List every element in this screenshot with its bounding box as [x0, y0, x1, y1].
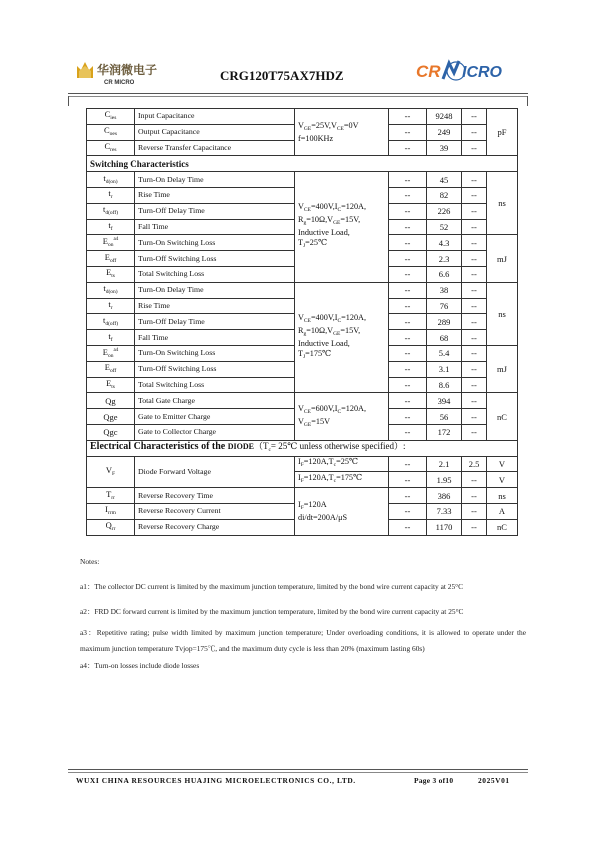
parameter-name: Turn-Off Delay Time — [135, 203, 295, 219]
test-condition: $V_{CE}=400V,I_C=120A$, $R_g=10\Omega,V_{GE}=15V$, Inductive Load, $T_J=175℃$ — [295, 282, 389, 393]
typ-value: 39 — [427, 140, 462, 156]
typ-value: 9248 — [427, 109, 462, 125]
typ-value: 8.6 — [427, 377, 462, 393]
unit-cell: V — [487, 472, 518, 488]
notes-section — [80, 556, 526, 671]
parameter-name: Diode Forward Voltage — [135, 456, 295, 488]
parameter-name: Fall Time — [135, 330, 295, 346]
typ-value: 56 — [427, 409, 462, 425]
parameter-name: Rise Time — [135, 187, 295, 203]
symbol-cell: $T_{rr}$ — [87, 488, 135, 504]
typ-value: 38 — [427, 282, 462, 298]
table-row — [87, 282, 518, 298]
footer-rule-thin — [68, 772, 528, 773]
test-condition: $I_F=120A,T_c=25℃$ — [295, 456, 389, 472]
max-value: -- — [462, 109, 487, 125]
min-value: -- — [389, 267, 427, 283]
unit-cell: ns — [487, 488, 518, 504]
test-condition: $V_{GE}=25V,V_{CE}=0V$ f=100KHz — [295, 109, 389, 156]
min-value: -- — [389, 393, 427, 409]
symbol-cell: $t_{d(off)}$ — [87, 203, 135, 219]
svg-text:CR: CR — [416, 62, 441, 81]
symbol-cell: $C_{res}$ — [87, 140, 135, 156]
parameter-name: Reverse Transfer Capacitance — [135, 140, 295, 156]
min-value: -- — [389, 377, 427, 393]
max-value: -- — [462, 187, 487, 203]
symbol-cell: $t_f$ — [87, 330, 135, 346]
typ-value: 2.1 — [427, 456, 462, 472]
min-value: -- — [389, 409, 427, 425]
section-header-row — [87, 156, 518, 172]
max-value: -- — [462, 282, 487, 298]
unit-cell: nC — [487, 393, 518, 440]
parameter-name: Rise Time — [135, 298, 295, 314]
typ-value: 394 — [427, 393, 462, 409]
parameter-name: Fall Time — [135, 219, 295, 235]
min-value: -- — [389, 172, 427, 188]
max-value: -- — [462, 251, 487, 267]
typ-value: 52 — [427, 219, 462, 235]
header-rule-thin — [68, 96, 528, 97]
max-value: -- — [462, 472, 487, 488]
parameter-name: Reverse Recovery Current — [135, 503, 295, 519]
min-value: -- — [389, 361, 427, 377]
min-value: -- — [389, 425, 427, 441]
crmicro-logo-right — [416, 58, 512, 84]
parameter-name: Turn-Off Switching Loss — [135, 361, 295, 377]
parameter-name: Reverse Recovery Charge — [135, 519, 295, 535]
max-value: -- — [462, 219, 487, 235]
typ-value: 76 — [427, 298, 462, 314]
symbol-cell: $t_{d(on)}$ — [87, 172, 135, 188]
typ-value: 6.6 — [427, 267, 462, 283]
footer-company: WUXI CHINA RESOURCES HUAJING MICROELECTRONICS CO., LTD. — [76, 776, 356, 785]
min-value: -- — [389, 109, 427, 125]
symbol-cell: $t_{d(on)}$ — [87, 282, 135, 298]
header-tick-right — [527, 96, 528, 106]
typ-value: 3.1 — [427, 361, 462, 377]
max-value: -- — [462, 314, 487, 330]
parameter-name: Reverse Recovery Time — [135, 488, 295, 504]
unit-cell: A — [487, 503, 518, 519]
max-value: -- — [462, 361, 487, 377]
min-value: -- — [389, 488, 427, 504]
parameter-name: Gate to Emitter Charge — [135, 409, 295, 425]
footer-version: 2025V01 — [478, 776, 510, 785]
parameter-name: Total Switching Loss — [135, 267, 295, 283]
symbol-cell: Qg — [87, 393, 135, 409]
unit-cell: ns — [487, 282, 518, 345]
notes-title: Notes: — [80, 557, 100, 566]
unit-cell: nC — [487, 519, 518, 535]
note-a2: a2：FRD DC forward current is limited by the maximum junction temperature, limited by the bond wire current capacity at 25°C — [80, 607, 464, 616]
symbol-cell: $V_F$ — [87, 456, 135, 488]
max-value: -- — [462, 203, 487, 219]
unit-cell: ns — [487, 172, 518, 235]
document-title: CRG120T75AX7HDZ — [220, 68, 344, 83]
typ-value: 5.4 — [427, 345, 462, 361]
symbol-cell: Qge — [87, 409, 135, 425]
min-value: -- — [389, 219, 427, 235]
parameter-name: Turn-On Delay Time — [135, 172, 295, 188]
min-value: -- — [389, 187, 427, 203]
table-row — [87, 393, 518, 409]
test-condition: $V_{CE}=400V,I_C=120A$, $R_g=10\Omega,V_{GE}=15V$, Inductive Load, $T_J=25℃$ — [295, 172, 389, 283]
unit-cell: mJ — [487, 345, 518, 392]
note-a3: a3：Repetitive rating; pulse width limited by maximum junction temperature; Under overloading conditions, it is allowed to operate under the maximum junction temperature Tvjop=175℃, and the maximum duty cycle is less than 20% (maximum lasting 60s) — [80, 628, 526, 653]
parameter-name: Turn-On Switching Loss — [135, 235, 295, 251]
parameter-name: Turn-On Switching Loss — [135, 345, 295, 361]
min-value: -- — [389, 472, 427, 488]
typ-value: 1170 — [427, 519, 462, 535]
typ-value: 68 — [427, 330, 462, 346]
symbol-cell: $I_{rrm}$ — [87, 503, 135, 519]
min-value: -- — [389, 235, 427, 251]
min-value: -- — [389, 282, 427, 298]
page-header — [68, 58, 528, 92]
max-value: -- — [462, 503, 487, 519]
symbol-cell: $E_{ts}$ — [87, 267, 135, 283]
unit-cell: mJ — [487, 235, 518, 282]
max-value: -- — [462, 377, 487, 393]
electrical-characteristics-table — [86, 108, 518, 536]
typ-value: 4.3 — [427, 235, 462, 251]
min-value: -- — [389, 345, 427, 361]
typ-value: 45 — [427, 172, 462, 188]
typ-value: 1.95 — [427, 472, 462, 488]
min-value: -- — [389, 519, 427, 535]
max-value: -- — [462, 124, 487, 140]
table-row — [87, 109, 518, 125]
footer-rule — [68, 769, 528, 770]
max-value: -- — [462, 235, 487, 251]
table-row — [87, 172, 518, 188]
max-value: -- — [462, 409, 487, 425]
symbol-cell: $E_{on}^{a4}$ — [87, 345, 135, 361]
parameter-name: Gate to Collector Charge — [135, 425, 295, 441]
footer-page-number: Page 3 of10 — [414, 776, 454, 785]
min-value: -- — [389, 298, 427, 314]
symbol-cell: $t_r$ — [87, 298, 135, 314]
svg-text:ICRO: ICRO — [462, 64, 502, 81]
min-value: -- — [389, 140, 427, 156]
logo-english-text: CR MICRO — [104, 80, 135, 86]
min-value: -- — [389, 456, 427, 472]
table-row — [87, 456, 518, 472]
typ-value: 386 — [427, 488, 462, 504]
max-value: 2.5 — [462, 456, 487, 472]
symbol-cell: $t_{d(off)}$ — [87, 314, 135, 330]
min-value: -- — [389, 330, 427, 346]
unit-cell: V — [487, 456, 518, 472]
note-a1: a1：The collector DC current is limited by the maximum junction temperature, limited by the bond wire current capacity at 25°C — [80, 582, 464, 591]
max-value: -- — [462, 298, 487, 314]
max-value: -- — [462, 393, 487, 409]
header-rule — [68, 93, 528, 94]
parameter-name: Turn-Off Delay Time — [135, 314, 295, 330]
typ-value: 82 — [427, 187, 462, 203]
max-value: -- — [462, 172, 487, 188]
max-value: -- — [462, 330, 487, 346]
symbol-cell: $t_f$ — [87, 219, 135, 235]
symbol-cell: $C_{oes}$ — [87, 124, 135, 140]
max-value: -- — [462, 345, 487, 361]
typ-value: 2.3 — [427, 251, 462, 267]
test-condition: $V_{CE}=600V,I_C=120A$, $V_{GE}=15V$ — [295, 393, 389, 440]
symbol-cell: $C_{ies}$ — [87, 109, 135, 125]
test-condition: $I_F=120A,T_c=175℃$ — [295, 472, 389, 488]
note-a4: a4：Turn-on losses include diode losses — [80, 661, 200, 670]
max-value: -- — [462, 425, 487, 441]
parameter-name: Turn-On Delay Time — [135, 282, 295, 298]
typ-value: 226 — [427, 203, 462, 219]
section-title: Switching Characteristics — [87, 156, 518, 172]
parameter-name: Total Switching Loss — [135, 377, 295, 393]
typ-value: 7.33 — [427, 503, 462, 519]
symbol-cell: $E_{off}$ — [87, 361, 135, 377]
symbol-cell: $t_r$ — [87, 187, 135, 203]
min-value: -- — [389, 314, 427, 330]
parameter-name: Turn-Off Switching Loss — [135, 251, 295, 267]
min-value: -- — [389, 203, 427, 219]
parameter-name: Input Capacitance — [135, 109, 295, 125]
min-value: -- — [389, 503, 427, 519]
symbol-cell: $Q_{rr}$ — [87, 519, 135, 535]
min-value: -- — [389, 251, 427, 267]
symbol-cell: $E_{ts}$ — [87, 377, 135, 393]
crown-logo-icon — [76, 60, 94, 80]
symbol-cell: $E_{off}$ — [87, 251, 135, 267]
section-title: Electrical Characteristics of the $DIODE(T_c=$ 25℃ unless otherwise specified）: — [87, 440, 518, 456]
parameter-name: Output Capacitance — [135, 124, 295, 140]
section-header-row — [87, 440, 518, 456]
typ-value: 249 — [427, 124, 462, 140]
min-value: -- — [389, 124, 427, 140]
header-tick-left — [68, 96, 69, 106]
max-value: -- — [462, 267, 487, 283]
typ-value: 172 — [427, 425, 462, 441]
typ-value: 289 — [427, 314, 462, 330]
logo-chinese-text: 华润微电子 — [97, 63, 158, 77]
max-value: -- — [462, 488, 487, 504]
test-condition: $I_F=120A$ di/dt=200A/μS — [295, 488, 389, 535]
parameter-name: Total Gate Charge — [135, 393, 295, 409]
max-value: -- — [462, 519, 487, 535]
symbol-cell: $E_{on}^{a4}$ — [87, 235, 135, 251]
max-value: -- — [462, 140, 487, 156]
unit-cell: pF — [487, 109, 518, 156]
symbol-cell: Qgc — [87, 425, 135, 441]
table-row — [87, 488, 518, 504]
